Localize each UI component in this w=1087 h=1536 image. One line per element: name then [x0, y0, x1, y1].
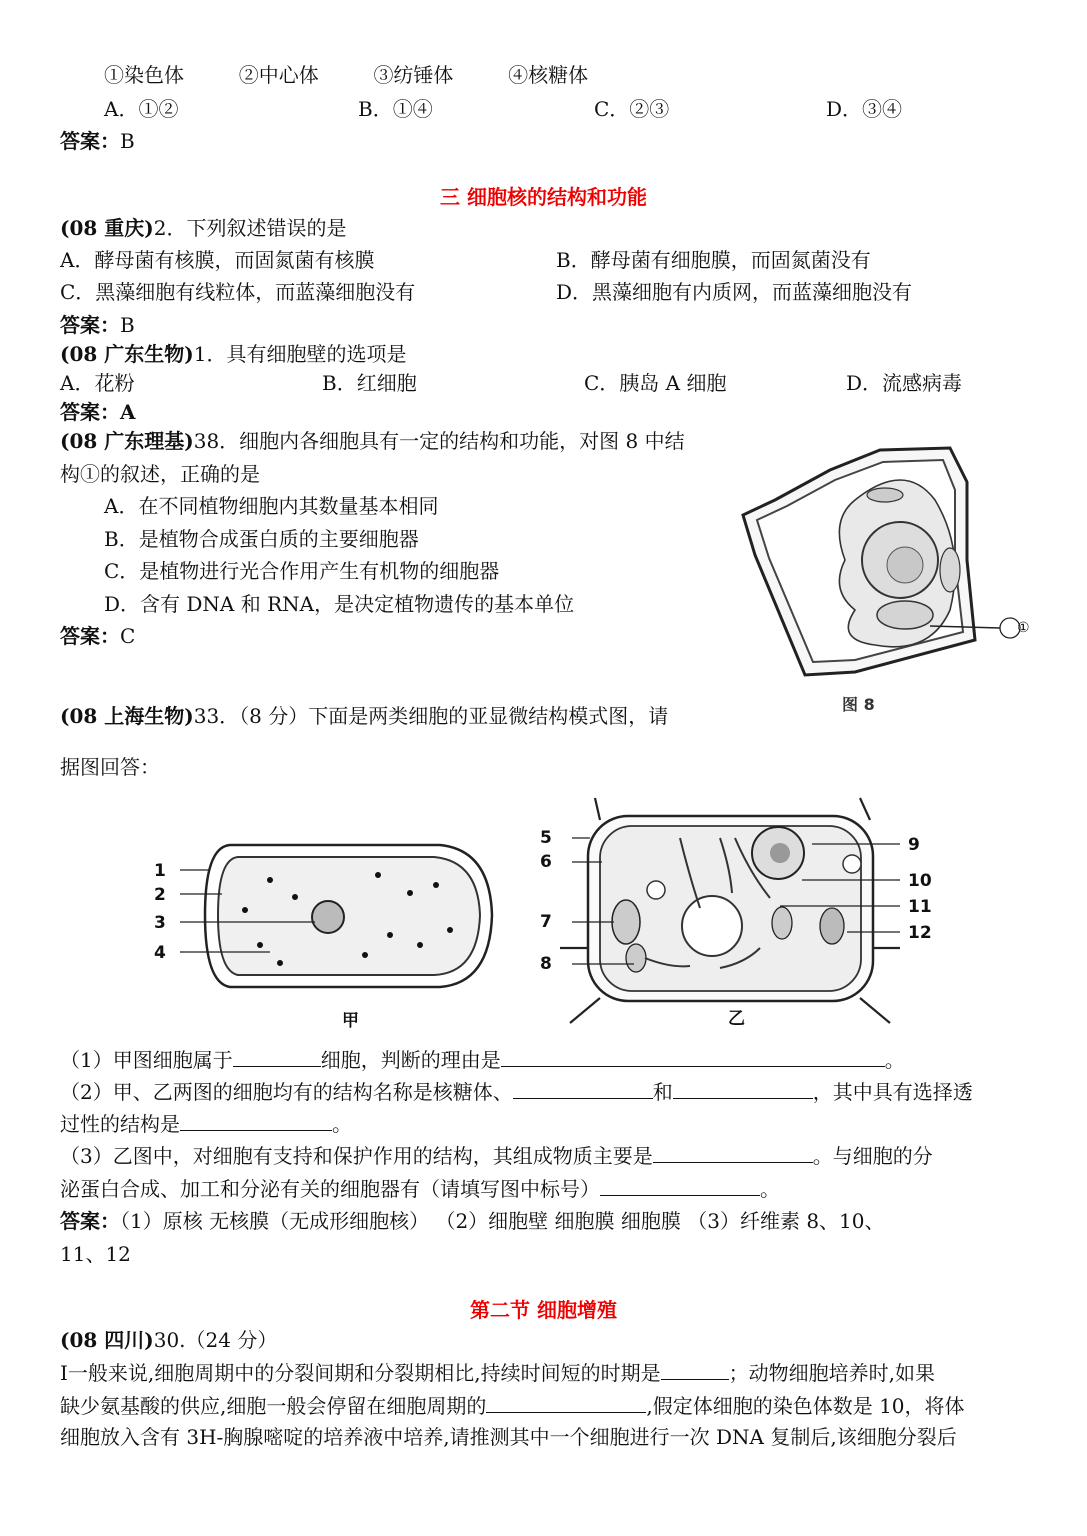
answer-line-cont: 11、12	[60, 1242, 131, 1266]
question-stem: (08 四川)30.（24 分）	[60, 1328, 278, 1352]
answer-blank[interactable]	[600, 1175, 760, 1196]
label-8: 8	[540, 954, 552, 974]
choice-c: C．黑藻细胞有线粒体，而蓝藻细胞没有	[60, 280, 416, 304]
answer-line: 答案：C	[60, 624, 136, 648]
choice-a: A．酵母菌有核膜，而固氮菌有核膜	[60, 248, 375, 272]
answer-blank[interactable]	[673, 1078, 813, 1099]
label-9: 9	[908, 835, 920, 855]
choice-c: C．②③	[594, 97, 670, 121]
subquestion-3-cont: 泌蛋白合成、加工和分泌有关的细胞器有（请填写图中标号） 。	[60, 1177, 780, 1201]
section-title: 三 细胞核的结构和功能	[440, 185, 647, 209]
label-5: 5	[540, 828, 552, 848]
answer-line: 答案：（1）原核 无核膜（无成形细胞核） （2）细胞壁 细胞膜 细胞膜 （3）纤维素 8、10、	[60, 1209, 885, 1233]
subquestion-1: （1）甲图细胞属于 细胞，判断的理由是 。	[60, 1048, 905, 1072]
answer-blank[interactable]	[661, 1359, 729, 1380]
answer-blank[interactable]	[513, 1078, 653, 1099]
choice-b: B．是植物合成蛋白质的主要细胞器	[104, 527, 419, 551]
question-stem: (08 广东理基)38．细胞内各细胞具有一定的结构和功能，对图 8 中结	[60, 429, 685, 453]
question-stem: (08 重庆)2．下列叙述错误的是	[60, 216, 347, 240]
answer-blank[interactable]	[501, 1046, 885, 1067]
question-text-line: 细胞放入含有 3H-胸腺嘧啶的培养液中培养,请推测其中一个细胞进行一次 DNA 复制后,该细胞分裂后	[60, 1425, 957, 1449]
label-4: 4	[154, 943, 166, 963]
choice-b: B．①④	[358, 97, 433, 121]
question-text-line: Ⅰ一般来说,细胞周期中的分裂间期和分裂期相比,持续时间短的时期是 ；动物细胞培养时,如果	[60, 1361, 935, 1385]
options-line	[104, 62, 588, 88]
choice-a: A．①②	[104, 97, 179, 121]
caption-jia: 甲	[342, 1011, 359, 1031]
option-3: ③纺锤体	[373, 63, 454, 87]
choice-a: A．在不同植物细胞内其数量基本相同	[104, 494, 439, 518]
label-7: 7	[540, 912, 552, 932]
figure-8-caption: 图 8	[842, 695, 875, 714]
answer-line: 答案：B	[60, 313, 135, 337]
choice-b: B．红细胞	[322, 371, 417, 395]
label-10: 10	[908, 871, 932, 891]
answer-blank[interactable]	[486, 1392, 646, 1413]
choice-d: D．流感病毒	[846, 371, 963, 395]
question-stem-cont: 构①的叙述，正确的是	[60, 462, 260, 486]
answer-line: 答案：B	[60, 129, 135, 153]
option-2: ②中心体	[238, 63, 319, 87]
subquestion-2-cont: 过性的结构是 。	[60, 1112, 352, 1136]
choice-c: C．是植物进行光合作用产生有机物的细胞器	[104, 559, 500, 583]
plant-cell-figure	[735, 440, 1035, 685]
caption-yi: 乙	[728, 1009, 745, 1029]
choice-d: D．黑藻细胞有内质网，而蓝藻细胞没有	[556, 280, 913, 304]
section-title: 第二节 细胞增殖	[470, 1298, 617, 1322]
choice-c: C．胰岛 A 细胞	[584, 371, 727, 395]
eukaryote-label-lines	[562, 830, 942, 970]
question-text-line: 缺少氨基酸的供应,细胞一般会停留在细胞周期的 ,假定体细胞的染色体数是 10，将体	[60, 1394, 965, 1418]
label-12: 12	[908, 923, 932, 943]
label-1: 1	[154, 861, 166, 881]
question-stem: (08 广东生物)1．具有细胞壁的选项是	[60, 342, 407, 366]
choice-d: D．③④	[826, 97, 903, 121]
label-11: 11	[908, 897, 932, 917]
question-stem: (08 上海生物)33．（8 分）下面是两类细胞的亚显微结构模式图，请	[60, 704, 669, 728]
label-6: 6	[540, 852, 552, 872]
option-4: ④核糖体	[508, 63, 589, 87]
option-1: ①染色体	[104, 63, 184, 87]
choice-b: B．酵母菌有细胞膜，而固氮菌没有	[556, 248, 871, 272]
answer-blank[interactable]	[180, 1110, 332, 1131]
choice-d: D．含有 DNA 和 RNA，是决定植物遗传的基本单位	[104, 592, 575, 616]
answer-blank[interactable]	[233, 1046, 321, 1067]
label-2: 2	[154, 885, 166, 905]
choice-a: A．花粉	[60, 371, 135, 395]
subquestion-3: （3）乙图中，对细胞有支持和保护作用的结构，其组成物质主要是 。与细胞的分	[60, 1144, 933, 1168]
label-3: 3	[154, 913, 166, 933]
prokaryote-label-lines	[160, 860, 320, 960]
subquestion-2: （2）甲、乙两图的细胞均有的结构名称是核糖体、 和 ，其中具有选择透	[60, 1080, 973, 1104]
answer-blank[interactable]	[653, 1142, 813, 1163]
answer-line: 答案：A	[60, 400, 136, 424]
figure-marker-1: ①	[1017, 620, 1030, 636]
question-stem-cont: 据图回答：	[60, 755, 160, 779]
